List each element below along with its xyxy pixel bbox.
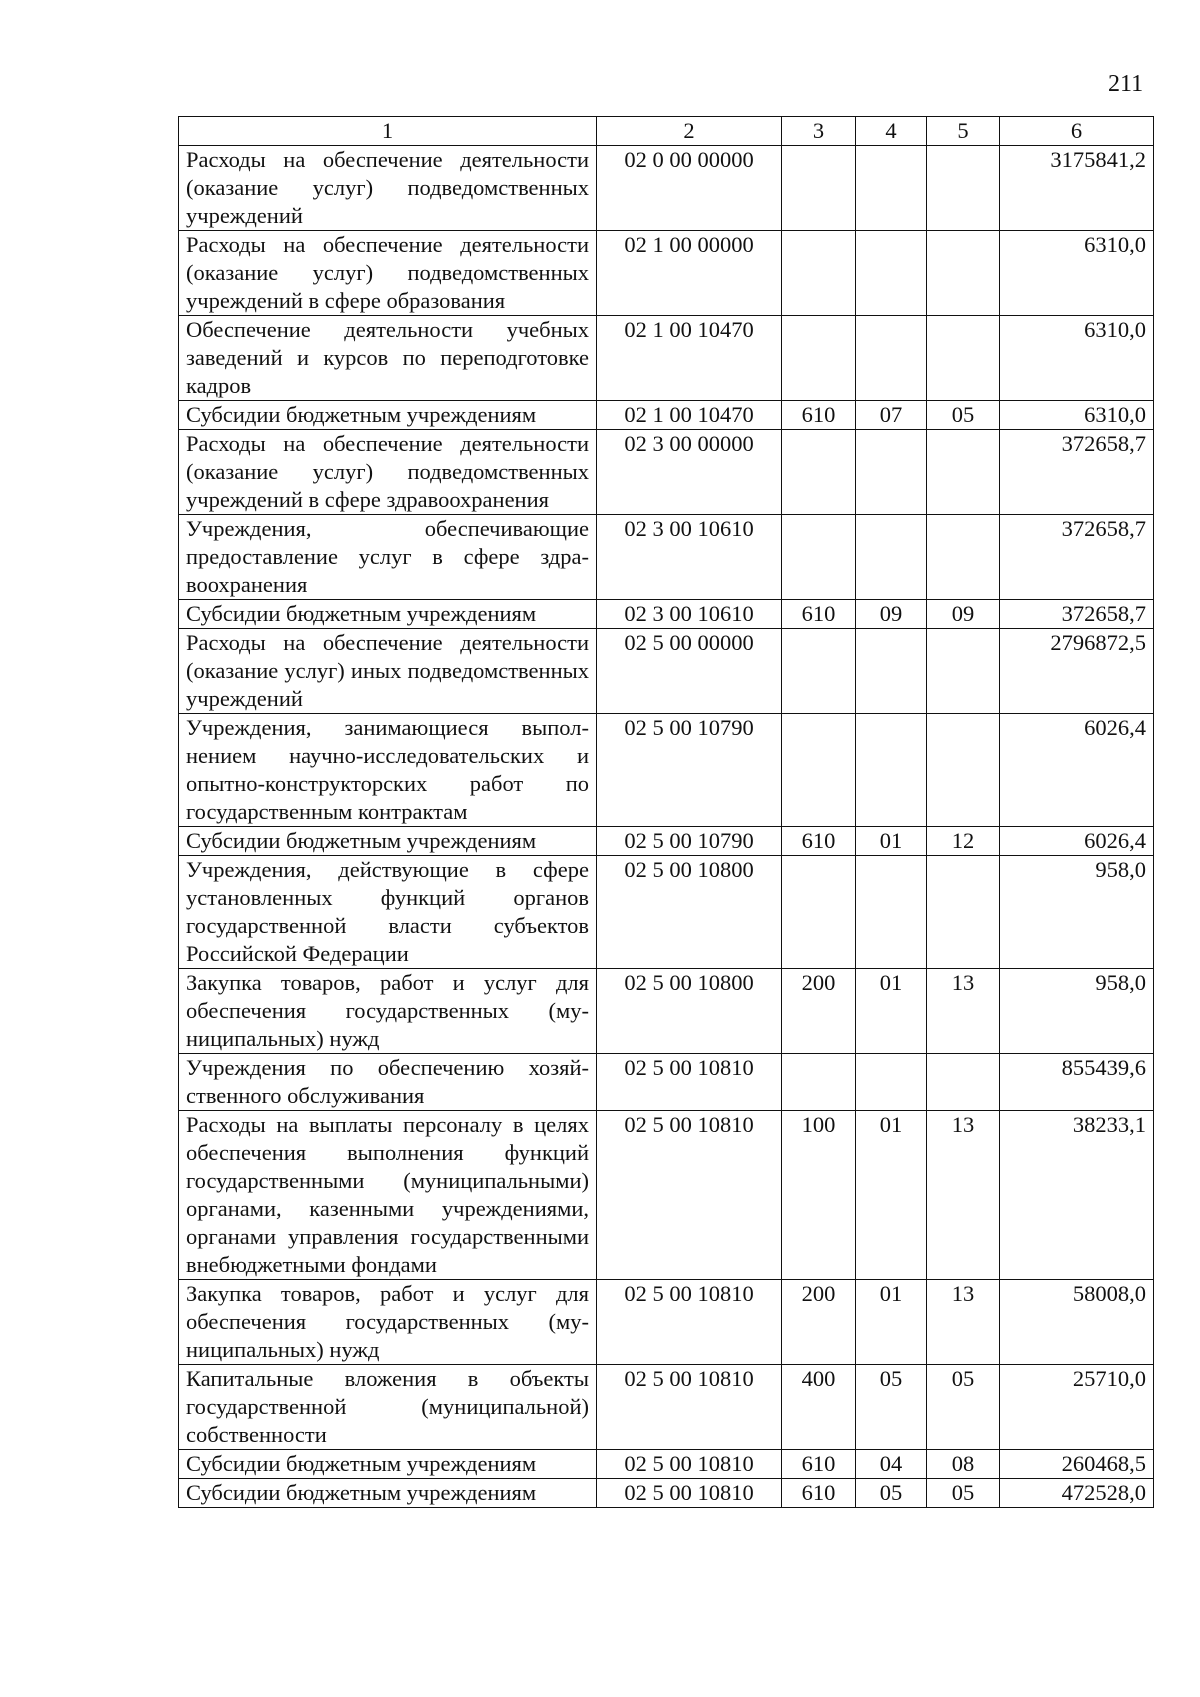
table-row [179,231,1154,316]
cell-expense-type [782,146,856,231]
cell-subsection: 12 [927,827,1000,856]
cell-amount: 958,0 [1000,969,1154,1054]
cell-expense-type [782,316,856,401]
cell-section [856,1054,927,1111]
cell-item-name: Субсидии бюджетным учреждениям [179,1450,597,1479]
cell-section: 05 [856,1365,927,1450]
cell-section [856,515,927,600]
cell-target-code: 02 3 00 10610 [597,515,782,600]
cell-item-name: Субсидии бюджетным учреждениям [179,827,597,856]
cell-target-code: 02 5 00 10800 [597,856,782,969]
cell-target-code: 02 3 00 10610 [597,600,782,629]
cell-target-code: 02 5 00 10810 [597,1280,782,1365]
table-row [179,316,1154,401]
header-row [179,117,1154,146]
cell-expense-type: 610 [782,600,856,629]
cell-subsection: 13 [927,1280,1000,1365]
cell-expense-type: 100 [782,1111,856,1280]
cell-section: 01 [856,969,927,1054]
table-row [179,1054,1154,1111]
page-number: 211 [1108,71,1144,97]
cell-item-name: Субсидии бюджетным учреждениям [179,401,597,430]
cell-subsection: 08 [927,1450,1000,1479]
table-row [179,515,1154,600]
cell-subsection: 13 [927,1111,1000,1280]
cell-target-code: 02 5 00 10790 [597,827,782,856]
cell-amount: 372658,7 [1000,430,1154,515]
cell-item-name: Расходы на обеспечение деятельности (оказание услуг) подведомственных учреждений в сфере образования [179,231,597,316]
table-row [179,714,1154,827]
cell-subsection [927,515,1000,600]
table-row [179,856,1154,969]
cell-item-name: Расходы на обеспечение деятельности (оказание услуг) подведомственных учреждений [179,146,597,231]
table-row [179,600,1154,629]
cell-item-name: Закупка товаров, работ и услуг для обеспечения государственных (муниципальных) нужд [179,1280,597,1365]
cell-subsection [927,316,1000,401]
cell-expense-type: 200 [782,969,856,1054]
cell-amount: 58008,0 [1000,1280,1154,1365]
header-col-2: 2 [597,117,782,146]
cell-target-code: 02 1 00 10470 [597,401,782,430]
cell-section: 05 [856,1479,927,1508]
cell-expense-type: 610 [782,1450,856,1479]
cell-item-name: Учреждения, занимающиеся выполнением научно-исследовательских и опытно-конструкторских работ по государственным контрактам [179,714,597,827]
cell-expense-type: 400 [782,1365,856,1450]
cell-subsection [927,1054,1000,1111]
cell-amount: 855439,6 [1000,1054,1154,1111]
cell-item-name: Закупка товаров, работ и услуг для обеспечения государственных (муниципальных) нужд [179,969,597,1054]
cell-subsection [927,430,1000,515]
table-row [179,146,1154,231]
cell-target-code: 02 5 00 10810 [597,1479,782,1508]
cell-expense-type: 610 [782,1479,856,1508]
cell-expense-type: 200 [782,1280,856,1365]
cell-item-name: Капитальные вложения в объекты государственной (муниципальной) собственности [179,1365,597,1450]
budget-table [178,116,1154,1508]
cell-item-name: Учреждения по обеспечению хозяйственного обслуживания [179,1054,597,1111]
cell-expense-type [782,1054,856,1111]
table-row [179,1111,1154,1280]
cell-subsection: 05 [927,401,1000,430]
cell-target-code: 02 1 00 00000 [597,231,782,316]
cell-amount: 25710,0 [1000,1365,1154,1450]
cell-target-code: 02 5 00 10810 [597,1365,782,1450]
header-col-3: 3 [782,117,856,146]
cell-expense-type [782,231,856,316]
cell-section: 07 [856,401,927,430]
cell-amount: 958,0 [1000,856,1154,969]
cell-section [856,629,927,714]
table-row [179,1450,1154,1479]
cell-item-name: Расходы на обеспечение деятельности (оказание услуг) иных подведомственных учреждений [179,629,597,714]
cell-amount: 472528,0 [1000,1479,1154,1508]
cell-target-code: 02 5 00 10810 [597,1450,782,1479]
table-row [179,1365,1154,1450]
cell-section [856,856,927,969]
table-row [179,401,1154,430]
table-row [179,827,1154,856]
cell-subsection [927,146,1000,231]
cell-item-name: Расходы на выплаты персоналу в целях обеспечения выполнения функций государственными (муниципальными) органами, казенными учреждениями, органами управления государственными внебюджетными фондами [179,1111,597,1280]
cell-expense-type [782,515,856,600]
header-col-4: 4 [856,117,927,146]
cell-amount: 260468,5 [1000,1450,1154,1479]
cell-item-name: Субсидии бюджетным учреждениям [179,600,597,629]
cell-expense-type [782,856,856,969]
cell-expense-type [782,714,856,827]
table-row [179,969,1154,1054]
cell-target-code: 02 1 00 10470 [597,316,782,401]
header-col-6: 6 [1000,117,1154,146]
cell-section: 01 [856,1111,927,1280]
cell-subsection [927,629,1000,714]
cell-amount: 372658,7 [1000,515,1154,600]
cell-target-code: 02 5 00 10810 [597,1054,782,1111]
cell-section [856,714,927,827]
cell-amount: 6310,0 [1000,316,1154,401]
cell-item-name: Учреждения, обеспечивающие предоставление услуг в сфере здравоохранения [179,515,597,600]
cell-target-code: 02 5 00 00000 [597,629,782,714]
table-row [179,1280,1154,1365]
cell-section [856,231,927,316]
cell-section [856,316,927,401]
cell-subsection: 05 [927,1479,1000,1508]
cell-amount: 2796872,5 [1000,629,1154,714]
cell-target-code: 02 5 00 10790 [597,714,782,827]
cell-item-name: Субсидии бюджетным учреждениям [179,1479,597,1508]
table-row [179,1479,1154,1508]
cell-amount: 3175841,2 [1000,146,1154,231]
table-row [179,629,1154,714]
cell-subsection [927,231,1000,316]
table-header [179,117,1154,146]
cell-amount: 6026,4 [1000,714,1154,827]
cell-expense-type: 610 [782,401,856,430]
header-col-1: 1 [179,117,597,146]
cell-expense-type [782,629,856,714]
cell-amount: 6310,0 [1000,231,1154,316]
cell-amount: 6026,4 [1000,827,1154,856]
header-col-5: 5 [927,117,1000,146]
cell-subsection: 09 [927,600,1000,629]
cell-section: 01 [856,1280,927,1365]
cell-item-name: Обеспечение деятельности учебных заведений и курсов по переподготовке кадров [179,316,597,401]
cell-subsection: 05 [927,1365,1000,1450]
cell-amount: 6310,0 [1000,401,1154,430]
cell-item-name: Расходы на обеспечение деятельности (оказание услуг) подведомственных учреждений в сфере здравоохранения [179,430,597,515]
cell-amount: 372658,7 [1000,600,1154,629]
cell-expense-type [782,430,856,515]
cell-target-code: 02 5 00 10800 [597,969,782,1054]
cell-target-code: 02 3 00 00000 [597,430,782,515]
cell-subsection: 13 [927,969,1000,1054]
cell-target-code: 02 5 00 10810 [597,1111,782,1280]
cell-item-name: Учреждения, действующие в сфере установленных функций органов государственной власти субъектов Российской Федерации [179,856,597,969]
cell-subsection [927,856,1000,969]
cell-expense-type: 610 [782,827,856,856]
cell-section: 04 [856,1450,927,1479]
cell-section [856,430,927,515]
cell-section: 01 [856,827,927,856]
table-body [179,146,1154,1508]
cell-subsection [927,714,1000,827]
table-row [179,430,1154,515]
cell-section [856,146,927,231]
cell-target-code: 02 0 00 00000 [597,146,782,231]
cell-amount: 38233,1 [1000,1111,1154,1280]
cell-section: 09 [856,600,927,629]
